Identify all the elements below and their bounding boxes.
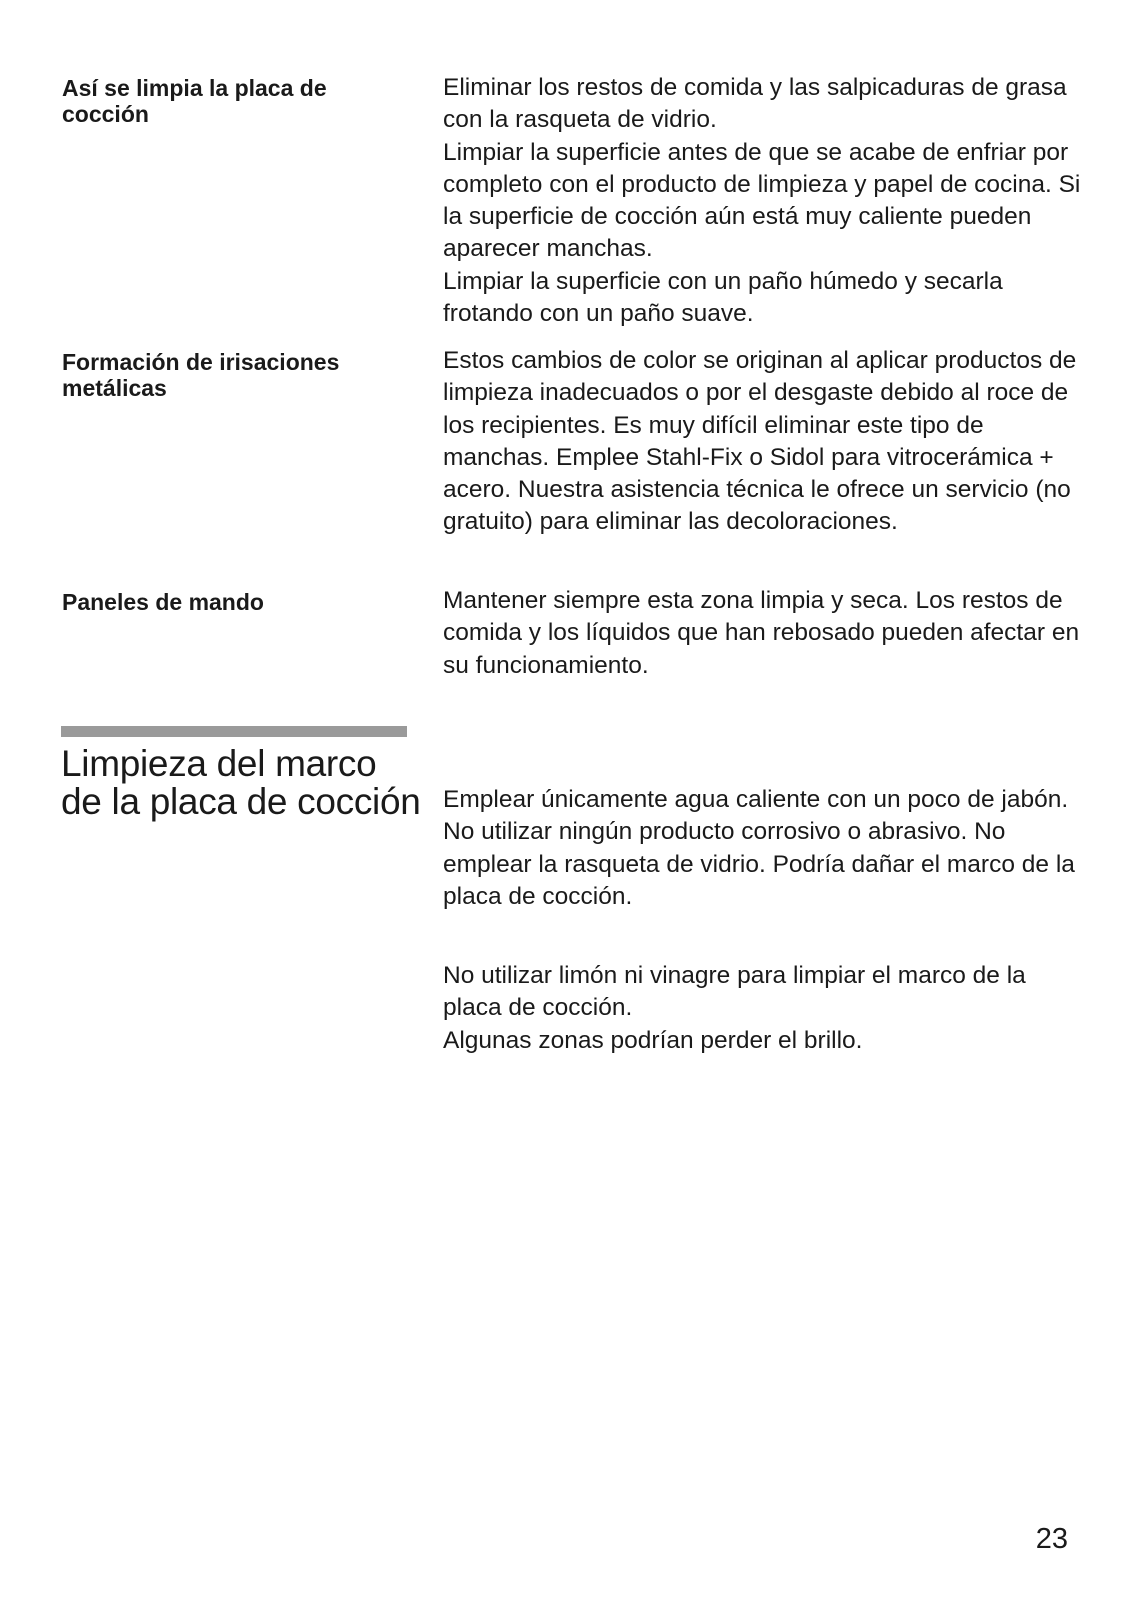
paragraph: Emplear únicamente agua caliente con un poco de jabón. xyxy=(443,786,1069,813)
frame-body-group-1 xyxy=(443,784,1083,913)
section-heading-frame-cleaning: Limpieza del marco de la placa de cocción xyxy=(61,743,421,822)
paragraph: No utilizar limón ni vinagre para limpiar el marco de la placa de cocción. xyxy=(443,962,1026,1022)
section-label-cleaning-hob: Así se limpia la placa de cocción xyxy=(62,75,327,127)
section-body-control-panels xyxy=(443,585,1083,682)
section-body-iridescence xyxy=(443,345,1083,539)
section-label-iridescence: Formación de irisaciones metálicas xyxy=(62,349,340,401)
paragraph: Limpiar la superficie antes de que se acabe de enfriar por completo con el producto de limpieza y papel de cocina. Si la superficie de cocción aún está muy caliente pueden aparecer manchas. xyxy=(443,138,1081,263)
page-number: 23 xyxy=(1035,1523,1068,1555)
paragraph: Algunas zonas podrían perder el brillo. xyxy=(443,1026,863,1054)
section-divider xyxy=(61,726,407,737)
paragraph: Mantener siempre esta zona limpia y seca. Los restos de comida y los líquidos que han rebosado pueden afectar en su funcionamiento. xyxy=(443,587,1080,679)
paragraph: No utilizar ningún producto corrosivo o abrasivo. No emplear la rasqueta de vidrio. Podría dañar el marco de la placa de cocción. xyxy=(443,818,1075,910)
section-body-cleaning-hob xyxy=(443,72,1083,330)
paragraph: Estos cambios de color se originan al aplicar productos de limpieza inadecuados o por el desgaste debido al roce de los recipientes. Es muy difícil eliminar este tipo de manchas. Emplee Stahl-Fix o Sidol para vitrocerámica + acero. Nuestra asistencia técnica le ofrece un servicio (no gratuito) para eliminar las decoloraciones. xyxy=(443,347,1077,536)
paragraph: Eliminar los restos de comida y las salpicaduras de grasa con la rasqueta de vidrio. xyxy=(443,74,1067,134)
frame-body-group-2 xyxy=(443,960,1083,1057)
paragraph: Limpiar la superficie con un paño húmedo y secarla frotando con un paño suave. xyxy=(443,267,1003,328)
section-label-control-panels: Paneles de mando xyxy=(62,589,264,615)
